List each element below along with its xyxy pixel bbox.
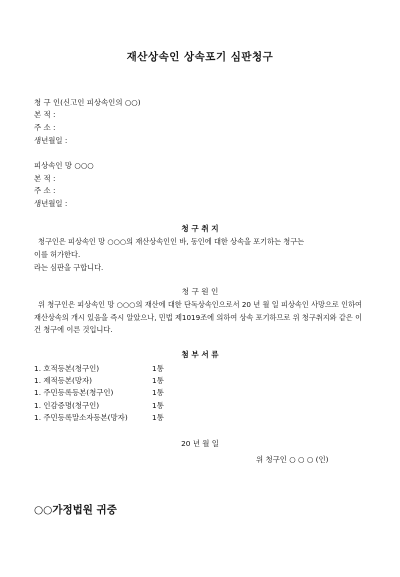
deceased-birthdate-label: 생년월일 : (34, 199, 68, 208)
attachment-name: 1. 호적등본(청구인) (34, 364, 100, 373)
attachment-name: 1. 주민등록등본(청구인) (34, 388, 114, 397)
cause-paragraph: 위 청구인은 피상속인 망 ○○○의 재산에 대한 단독상속인으로서 20 년 월 일 피상속인 사망으로 인하여 재산상속의 개시 있음을 즉시 알았으나, 민법 제1019조에 의하여 상속 포기하므로 위 청구취지와 같은 이 건 청구에 이른 것입니다. (34, 300, 363, 334)
claimant-birthdate-label: 생년월일 : (34, 136, 68, 145)
claimant-domicile-label: 본 적 : (34, 110, 56, 119)
claimant-heading: 청 구 인(신고인 피상속인의 ○○) (34, 98, 141, 107)
document-title: 재산상속인 상속포기 심판청구 (126, 51, 274, 63)
attachments-heading: 첨 부 서 류 (181, 350, 219, 359)
attachment-count: 1통 (152, 413, 164, 422)
purpose-heading: 청 구 취 지 (181, 224, 219, 233)
attachment-name: 1. 주민등록말소자등본(망자) (34, 413, 128, 422)
attachment-name: 1. 인감증명(청구인) (34, 401, 100, 410)
attachment-item (34, 364, 164, 374)
attachment-item (34, 413, 164, 423)
attachment-count: 1통 (152, 388, 164, 397)
filing-date: 20 년 월 일 (181, 439, 219, 448)
signature-line: 위 청구인 ○ ○ ○ (인) (256, 455, 329, 464)
cause-heading: 청 구 원 인 (181, 287, 219, 296)
attachment-name: 1. 제적등본(망자) (34, 376, 93, 385)
attachment-item (34, 388, 164, 398)
attachment-item (34, 376, 164, 386)
deceased-address-label: 주 소 : (34, 186, 56, 195)
deceased-heading: 피상속인 망 ○○○ (34, 161, 94, 170)
claimant-address-label: 주 소 : (34, 123, 56, 132)
attachment-count: 1통 (152, 401, 164, 410)
attachment-count: 1통 (152, 376, 164, 385)
court-addressee: ○○가정법원 귀중 (34, 504, 117, 516)
purpose-line-3: 라는 심판을 구합니다. (34, 263, 104, 272)
deceased-domicile-label: 본 적 : (34, 174, 56, 183)
purpose-line-1: 청구인은 피상속인 망 ○○○의 재산상속인인 바, 동인에 대한 상속을 포기하는 청구는 (38, 237, 305, 246)
attachment-count: 1통 (152, 364, 164, 373)
attachment-item (34, 401, 164, 411)
purpose-line-2: 이를 허가한다. (34, 250, 81, 259)
